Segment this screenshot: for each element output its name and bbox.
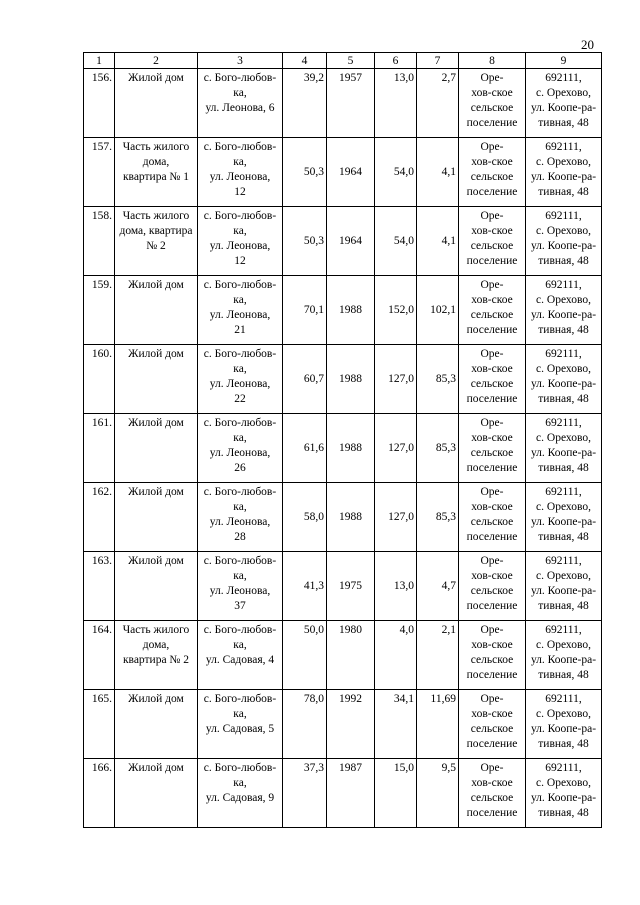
postal-address-cell: 692111, с. Орехово, ул. Коопе-ра- тивная, 48 bbox=[526, 621, 602, 690]
year-cell: 1992 bbox=[327, 690, 375, 759]
row-number-cell: 161. bbox=[84, 414, 115, 483]
column-6-value-cell: 127,0 bbox=[375, 483, 417, 552]
postal-address-cell: 692111, с. Орехово, ул. Коопе-ра- тивная, 48 bbox=[526, 483, 602, 552]
area-cell: 50,3 bbox=[283, 207, 327, 276]
column-header: 3 bbox=[198, 53, 283, 69]
settlement-cell: Оре- хов-ское сельское поселение bbox=[459, 690, 526, 759]
column-6-value-cell: 152,0 bbox=[375, 276, 417, 345]
column-7-value-cell: 4,1 bbox=[417, 138, 459, 207]
object-name-cell: Часть жилого дома, квартира № 2 bbox=[115, 207, 198, 276]
settlement-cell: Оре- хов-ское сельское поселение bbox=[459, 414, 526, 483]
address-cell: с. Бого-любов- ка, ул. Леонова, 12 bbox=[198, 207, 283, 276]
column-header: 8 bbox=[459, 53, 526, 69]
year-cell: 1957 bbox=[327, 69, 375, 138]
row-number-cell: 165. bbox=[84, 690, 115, 759]
column-6-value-cell: 54,0 bbox=[375, 207, 417, 276]
settlement-cell: Оре- хов-ское сельское поселение bbox=[459, 345, 526, 414]
column-header: 6 bbox=[375, 53, 417, 69]
column-7-value-cell: 9,5 bbox=[417, 759, 459, 828]
column-7-value-cell: 85,3 bbox=[417, 345, 459, 414]
settlement-cell: Оре- хов-ское сельское поселение bbox=[459, 759, 526, 828]
postal-address-cell: 692111, с. Орехово, ул. Коопе-ра- тивная, 48 bbox=[526, 69, 602, 138]
column-6-value-cell: 13,0 bbox=[375, 552, 417, 621]
table-row bbox=[84, 69, 602, 138]
column-7-value-cell: 4,1 bbox=[417, 207, 459, 276]
address-cell: с. Бого-любов- ка, ул. Садовая, 5 bbox=[198, 690, 283, 759]
postal-address-cell: 692111, с. Орехово, ул. Коопе-ра- тивная, 48 bbox=[526, 207, 602, 276]
postal-address-cell: 692111, с. Орехово, ул. Коопе-ра- тивная, 48 bbox=[526, 345, 602, 414]
table-row bbox=[84, 414, 602, 483]
column-6-value-cell: 54,0 bbox=[375, 138, 417, 207]
column-7-value-cell: 85,3 bbox=[417, 414, 459, 483]
address-cell: с. Бого-любов- ка, ул. Леонова, 26 bbox=[198, 414, 283, 483]
area-cell: 58,0 bbox=[283, 483, 327, 552]
row-number-cell: 157. bbox=[84, 138, 115, 207]
area-cell: 61,6 bbox=[283, 414, 327, 483]
address-cell: с. Бого-любов- ка, ул. Леонова, 37 bbox=[198, 552, 283, 621]
settlement-cell: Оре- хов-ское сельское поселение bbox=[459, 69, 526, 138]
column-6-value-cell: 127,0 bbox=[375, 414, 417, 483]
object-name-cell: Часть жилого дома, квартира № 2 bbox=[115, 621, 198, 690]
object-name-cell: Жилой дом bbox=[115, 69, 198, 138]
registry-rows bbox=[84, 69, 602, 828]
row-number-cell: 160. bbox=[84, 345, 115, 414]
area-cell: 70,1 bbox=[283, 276, 327, 345]
table-row bbox=[84, 207, 602, 276]
settlement-cell: Оре- хов-ское сельское поселение bbox=[459, 138, 526, 207]
area-cell: 39,2 bbox=[283, 69, 327, 138]
object-name-cell: Жилой дом bbox=[115, 690, 198, 759]
year-cell: 1987 bbox=[327, 759, 375, 828]
settlement-cell: Оре- хов-ское сельское поселение bbox=[459, 552, 526, 621]
area-cell: 50,3 bbox=[283, 138, 327, 207]
area-cell: 78,0 bbox=[283, 690, 327, 759]
table-row bbox=[84, 552, 602, 621]
row-number-cell: 166. bbox=[84, 759, 115, 828]
year-cell: 1964 bbox=[327, 138, 375, 207]
column-header: 9 bbox=[526, 53, 602, 69]
settlement-cell: Оре- хов-ское сельское поселение bbox=[459, 276, 526, 345]
row-number-cell: 164. bbox=[84, 621, 115, 690]
postal-address-cell: 692111, с. Орехово, ул. Коопе-ра- тивная, 48 bbox=[526, 414, 602, 483]
area-cell: 37,3 bbox=[283, 759, 327, 828]
settlement-cell: Оре- хов-ское сельское поселение bbox=[459, 207, 526, 276]
address-cell: с. Бого-любов- ка, ул. Садовая, 9 bbox=[198, 759, 283, 828]
column-7-value-cell: 102,1 bbox=[417, 276, 459, 345]
row-number-cell: 163. bbox=[84, 552, 115, 621]
property-registry-table bbox=[83, 52, 602, 828]
table-row bbox=[84, 138, 602, 207]
year-cell: 1988 bbox=[327, 345, 375, 414]
column-header: 7 bbox=[417, 53, 459, 69]
postal-address-cell: 692111, с. Орехово, ул. Коопе-ра- тивная, 48 bbox=[526, 759, 602, 828]
year-cell: 1980 bbox=[327, 621, 375, 690]
column-7-value-cell: 11,69 bbox=[417, 690, 459, 759]
column-header: 1 bbox=[84, 53, 115, 69]
column-6-value-cell: 15,0 bbox=[375, 759, 417, 828]
column-7-value-cell: 2,7 bbox=[417, 69, 459, 138]
column-header: 5 bbox=[327, 53, 375, 69]
column-6-value-cell: 34,1 bbox=[375, 690, 417, 759]
postal-address-cell: 692111, с. Орехово, ул. Коопе-ра- тивная, 48 bbox=[526, 276, 602, 345]
area-cell: 41,3 bbox=[283, 552, 327, 621]
page-number: 20 bbox=[581, 37, 594, 52]
year-cell: 1988 bbox=[327, 414, 375, 483]
row-number-cell: 158. bbox=[84, 207, 115, 276]
address-cell: с. Бого-любов- ка, ул. Леонова, 22 bbox=[198, 345, 283, 414]
object-name-cell: Жилой дом bbox=[115, 552, 198, 621]
year-cell: 1964 bbox=[327, 207, 375, 276]
postal-address-cell: 692111, с. Орехово, ул. Коопе-ра- тивная, 48 bbox=[526, 690, 602, 759]
table-row bbox=[84, 345, 602, 414]
object-name-cell: Жилой дом bbox=[115, 276, 198, 345]
column-7-value-cell: 2,1 bbox=[417, 621, 459, 690]
object-name-cell: Часть жилого дома, квартира № 1 bbox=[115, 138, 198, 207]
address-cell: с. Бого-любов- ка, ул. Леонова, 28 bbox=[198, 483, 283, 552]
object-name-cell: Жилой дом bbox=[115, 414, 198, 483]
settlement-cell: Оре- хов-ское сельское поселение bbox=[459, 621, 526, 690]
column-7-value-cell: 85,3 bbox=[417, 483, 459, 552]
area-cell: 50,0 bbox=[283, 621, 327, 690]
postal-address-cell: 692111, с. Орехово, ул. Коопе-ра- тивная, 48 bbox=[526, 552, 602, 621]
year-cell: 1988 bbox=[327, 483, 375, 552]
area-cell: 60,7 bbox=[283, 345, 327, 414]
row-number-cell: 162. bbox=[84, 483, 115, 552]
table-row bbox=[84, 690, 602, 759]
object-name-cell: Жилой дом bbox=[115, 759, 198, 828]
object-name-cell: Жилой дом bbox=[115, 345, 198, 414]
postal-address-cell: 692111, с. Орехово, ул. Коопе-ра- тивная, 48 bbox=[526, 138, 602, 207]
column-number-header-row bbox=[84, 53, 602, 69]
row-number-cell: 159. bbox=[84, 276, 115, 345]
column-7-value-cell: 4,7 bbox=[417, 552, 459, 621]
column-6-value-cell: 13,0 bbox=[375, 69, 417, 138]
address-cell: с. Бого-любов- ка, ул. Леонова, 21 bbox=[198, 276, 283, 345]
table-row bbox=[84, 483, 602, 552]
address-cell: с. Бого-любов- ка, ул. Леонова, 6 bbox=[198, 69, 283, 138]
table-row bbox=[84, 759, 602, 828]
address-cell: с. Бого-любов- ка, ул. Леонова, 12 bbox=[198, 138, 283, 207]
year-cell: 1975 bbox=[327, 552, 375, 621]
table-row bbox=[84, 621, 602, 690]
object-name-cell: Жилой дом bbox=[115, 483, 198, 552]
table-row bbox=[84, 276, 602, 345]
column-header: 4 bbox=[283, 53, 327, 69]
column-6-value-cell: 127,0 bbox=[375, 345, 417, 414]
column-header: 2 bbox=[115, 53, 198, 69]
address-cell: с. Бого-любов- ка, ул. Садовая, 4 bbox=[198, 621, 283, 690]
column-6-value-cell: 4,0 bbox=[375, 621, 417, 690]
settlement-cell: Оре- хов-ское сельское поселение bbox=[459, 483, 526, 552]
row-number-cell: 156. bbox=[84, 69, 115, 138]
year-cell: 1988 bbox=[327, 276, 375, 345]
